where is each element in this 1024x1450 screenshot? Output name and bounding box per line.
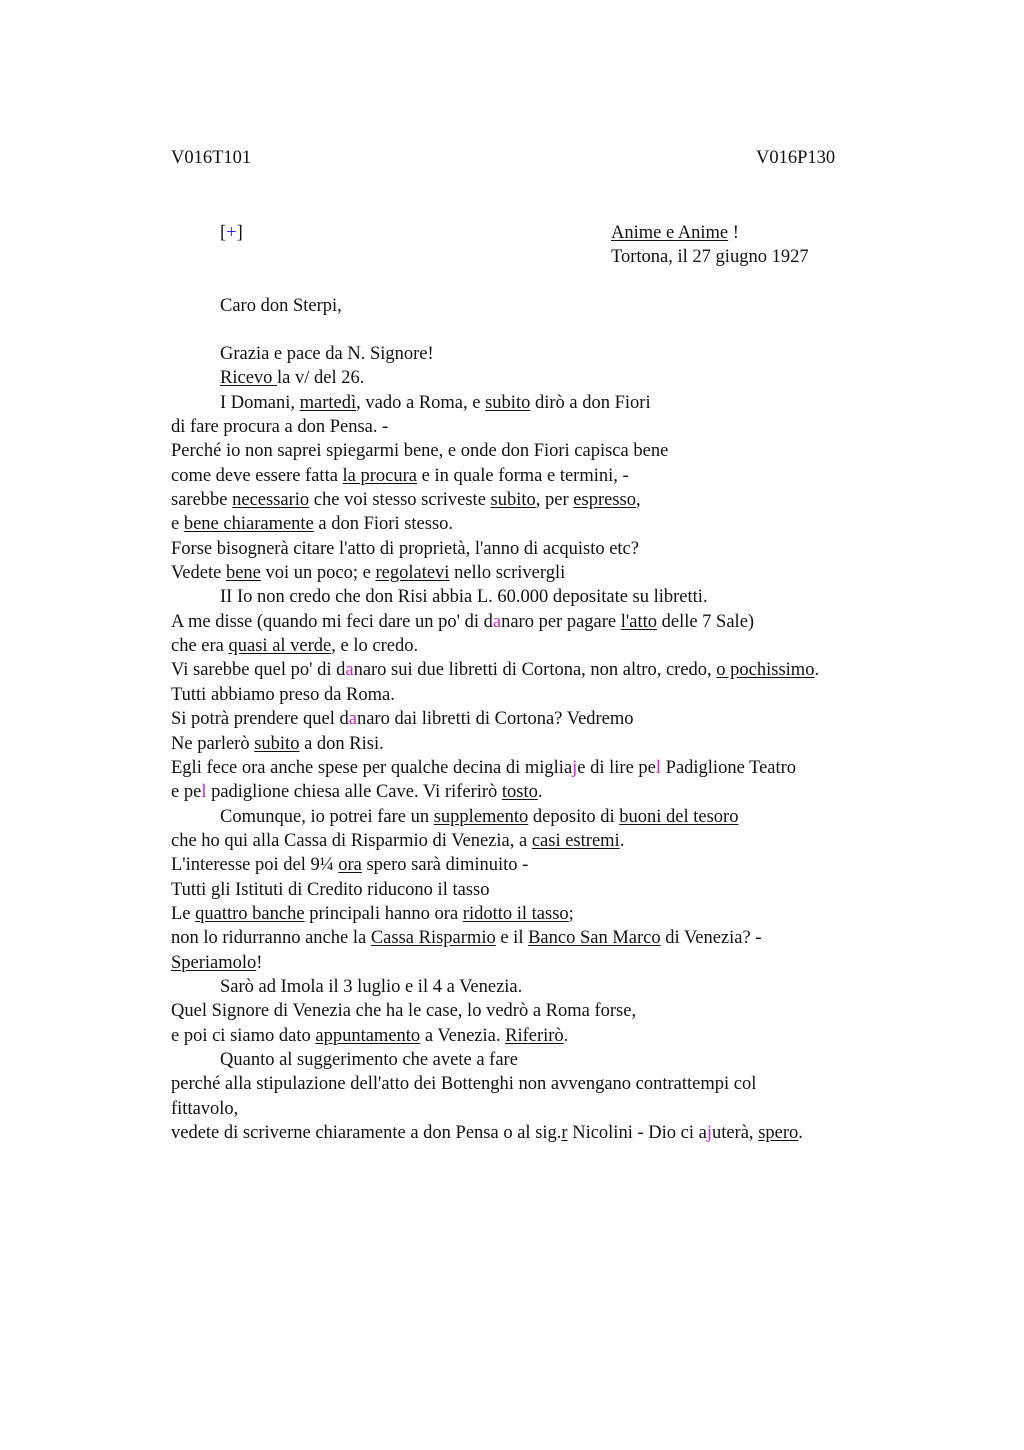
body-line <box>171 634 931 658</box>
highlighted-letter: l <box>201 782 207 803</box>
body-text-segment: vedete di scriverne chiaramente a don Pensa o al sig. <box>171 1123 562 1143</box>
body-line <box>171 610 931 634</box>
body-text-segment: padiglione chiesa alle Cave. Vi riferirò <box>206 782 502 803</box>
body-text-segment: II Io non credo che don Risi abbia L. 60.000 depositate su libretti. <box>220 587 708 608</box>
body-line <box>171 561 931 585</box>
underlined-text: necessario <box>232 490 310 511</box>
body-text-segment: Vedete <box>171 563 226 584</box>
highlighted-letter: a <box>348 709 357 730</box>
body-text-segment: e in quale forma e termini, - <box>417 465 629 486</box>
underlined-text: Cassa Risparmio <box>370 928 496 949</box>
underlined-text: Ricevo <box>220 368 278 389</box>
body-text-segment: e <box>171 514 184 535</box>
body-line <box>171 707 931 731</box>
body-text-segment: e pe <box>171 782 202 803</box>
underlined-text: bene <box>225 563 261 584</box>
document-id-right: V016P130 <box>756 148 836 168</box>
body-text-segment: Tutti abbiamo preso da Roma. <box>171 684 395 705</box>
body-line <box>171 926 931 950</box>
body-text-segment: . <box>798 1123 803 1143</box>
body-text-segment: delle 7 Sale) <box>656 611 755 632</box>
underlined-text: subito <box>254 733 300 754</box>
body-text-segment: principali hanno ora <box>304 903 463 924</box>
body-line <box>171 585 931 609</box>
highlighted-letter: a <box>492 611 502 632</box>
underlined-text: appuntamento <box>315 1025 421 1046</box>
body-text-segment: a Venezia. <box>420 1025 506 1046</box>
body-line <box>171 732 931 756</box>
underlined-text: tosto <box>501 782 538 803</box>
body-text-segment: naro dai libretti di Cortona? Vedremo <box>356 709 634 730</box>
expand-bracket-close: ] <box>236 223 243 243</box>
body-line <box>171 439 931 463</box>
body-line <box>171 537 931 561</box>
body-text-segment: dirò a don Fiori <box>530 392 651 413</box>
body-text-segment: spero sarà diminuito - <box>361 855 529 876</box>
body-line <box>171 1072 931 1096</box>
body-line <box>171 658 931 682</box>
body-text-segment: Sarò ad Imola il 3 luglio e il 4 a Venezia. <box>220 976 523 997</box>
body-line <box>171 683 931 707</box>
underlined-text: casi estremi <box>531 830 620 851</box>
body-text-segment: . <box>537 782 543 803</box>
body-line <box>171 878 931 902</box>
body-line <box>171 805 931 829</box>
salutation: Caro don Sterpi, <box>220 296 342 316</box>
body-text-segment: Perché io non saprei spiegarmi bene, e onde don Fiori capisca bene <box>171 441 669 462</box>
body-line <box>171 464 931 488</box>
body-line <box>171 756 931 780</box>
body-text-segment: di Venezia? - <box>660 928 762 949</box>
body-line <box>171 975 931 999</box>
motto-suffix: ! <box>728 223 739 243</box>
underlined-text: martedì <box>299 392 357 413</box>
body-text-segment: , e lo credo. <box>331 636 419 657</box>
body-text-segment: Vi sarebbe quel po' di d <box>171 660 346 681</box>
underlined-text: o pochissimo <box>716 660 815 681</box>
body-text-segment: deposito di <box>528 806 620 827</box>
body-text-segment: , vado a Roma, e <box>356 392 486 413</box>
underlined-text: la procura <box>342 465 418 486</box>
body-text-segment: Tutti gli Istituti di Credito riducono il tasso <box>171 879 490 900</box>
body-text-segment: Ne parlerò <box>171 733 255 754</box>
body-text-segment: Grazia e pace da N. Signore! <box>220 344 434 364</box>
body-text-segment: non lo ridurranno anche la <box>171 928 371 949</box>
underlined-text: regolatevi <box>375 563 450 584</box>
highlighted-letter: l <box>655 757 662 778</box>
expand-bracket-open: [ <box>220 223 227 243</box>
body-text-segment: Quel Signore di Venezia che ha le case, lo vedrò a Roma forse, <box>171 1001 637 1022</box>
body-text-segment: Nicolini - Dio ci a <box>567 1123 707 1143</box>
body-text-segment: Egli fece ora anche spese per qualche decina di miglia <box>171 757 573 778</box>
body-text-segment: uterà, <box>711 1123 759 1143</box>
place-date: Tortona, il 27 giugno 1927 <box>611 247 809 267</box>
body-line <box>171 1048 931 1072</box>
underlined-text: Riferirò <box>505 1025 564 1046</box>
highlighted-letter: j <box>706 1123 712 1143</box>
body-line <box>171 512 931 536</box>
body-text-segment: Le <box>171 903 196 924</box>
body-text-segment: . <box>814 660 820 681</box>
body-text-segment: L'interesse poi del 9¼ <box>171 855 339 876</box>
body-line <box>171 391 931 415</box>
body-text-segment: voi un poco; e <box>260 563 376 584</box>
body-text-segment: A me disse (quando mi feci dare un po' di d <box>171 611 493 632</box>
underlined-text: l'atto <box>620 611 657 632</box>
body-text-segment: Padiglione Teatro <box>661 757 797 778</box>
body-text-segment: naro sui due libretti di Cortona, non altro, credo, <box>353 660 717 681</box>
body-text-segment: che ho qui alla Cassa di Risparmio di Venezia, a <box>171 830 532 851</box>
motto <box>611 221 739 245</box>
body-text-segment: Comunque, io potrei fare un <box>220 806 434 827</box>
body-line <box>171 1097 931 1121</box>
body-text-segment: ; <box>568 903 574 924</box>
body-text-segment: come deve essere fatta <box>171 465 343 486</box>
body-text-segment: a don Fiori stesso. <box>313 514 454 535</box>
highlighted-letter: j <box>572 757 578 778</box>
body-text-segment: Si potrà prendere quel d <box>171 709 349 730</box>
body-line <box>171 951 931 975</box>
underlined-text: supplemento <box>433 806 529 827</box>
underlined-text: espresso <box>573 490 636 511</box>
highlighted-letter: a <box>345 660 354 681</box>
body-text-segment: ! <box>256 952 263 973</box>
document-id-left: V016T101 <box>171 148 252 168</box>
body-line <box>171 853 931 877</box>
expand-plus-icon[interactable]: + <box>226 223 237 243</box>
body-text-segment: , per <box>535 490 574 511</box>
body-text-segment: che era <box>171 636 229 657</box>
underlined-text: subito <box>485 392 531 413</box>
underlined-text: buoni del tesoro <box>619 806 739 827</box>
body-text-segment: a don Risi. <box>299 733 384 754</box>
body-text-segment: la v/ del 26. <box>277 368 365 389</box>
body-text-segment: Quanto al suggerimento che avete a fare <box>220 1049 518 1070</box>
body-text-segment: e poi ci siamo dato <box>171 1025 316 1046</box>
body-line <box>171 366 931 390</box>
body-line <box>171 1024 931 1048</box>
body-text-segment: Forse bisognerà citare l'atto di proprietà, l'anno di acquisto etc? <box>171 538 639 559</box>
letter-body <box>171 342 931 1145</box>
body-text-segment: nello scrivergli <box>449 563 566 584</box>
body-line <box>171 342 931 366</box>
underlined-text: ora <box>338 855 362 876</box>
underlined-text: Banco San Marco <box>528 928 661 949</box>
body-line <box>171 829 931 853</box>
body-text-segment: . <box>619 830 625 851</box>
underlined-text: bene chiaramente <box>183 514 314 535</box>
body-text-segment: e di lire pe <box>577 757 656 778</box>
underlined-text: quasi al verde <box>228 636 332 657</box>
expand-marker[interactable] <box>220 221 243 245</box>
body-line <box>171 902 931 926</box>
body-line <box>171 415 931 439</box>
body-line <box>171 780 931 804</box>
underlined-text: ridotto il tasso <box>462 903 569 924</box>
body-text-segment: I Domani, <box>220 392 300 413</box>
underlined-text: quattro banche <box>195 903 305 924</box>
body-text-segment: perché alla stipulazione dell'atto dei Bottenghi non avvengano contrattempi col <box>171 1074 757 1095</box>
underlined-text: subito <box>490 490 536 511</box>
body-text-segment: sarebbe <box>171 490 233 511</box>
body-line <box>171 488 931 512</box>
body-text-segment: fittavolo, <box>171 1098 239 1119</box>
body-line <box>171 999 931 1023</box>
body-text-segment: , <box>635 490 641 511</box>
body-text-segment: . <box>563 1025 569 1046</box>
underlined-text: spero <box>758 1123 799 1143</box>
body-line <box>171 1121 931 1145</box>
underlined-text: Speriamolo <box>171 952 257 973</box>
body-text-segment: naro per pagare <box>501 611 621 632</box>
body-text-segment: che voi stesso scriveste <box>309 490 491 511</box>
underlined-text: r <box>561 1123 568 1143</box>
body-text-segment: di fare procura a don Pensa. - <box>171 417 389 438</box>
motto-underlined: Anime e Anime <box>611 223 729 243</box>
body-text-segment: e il <box>495 928 529 949</box>
